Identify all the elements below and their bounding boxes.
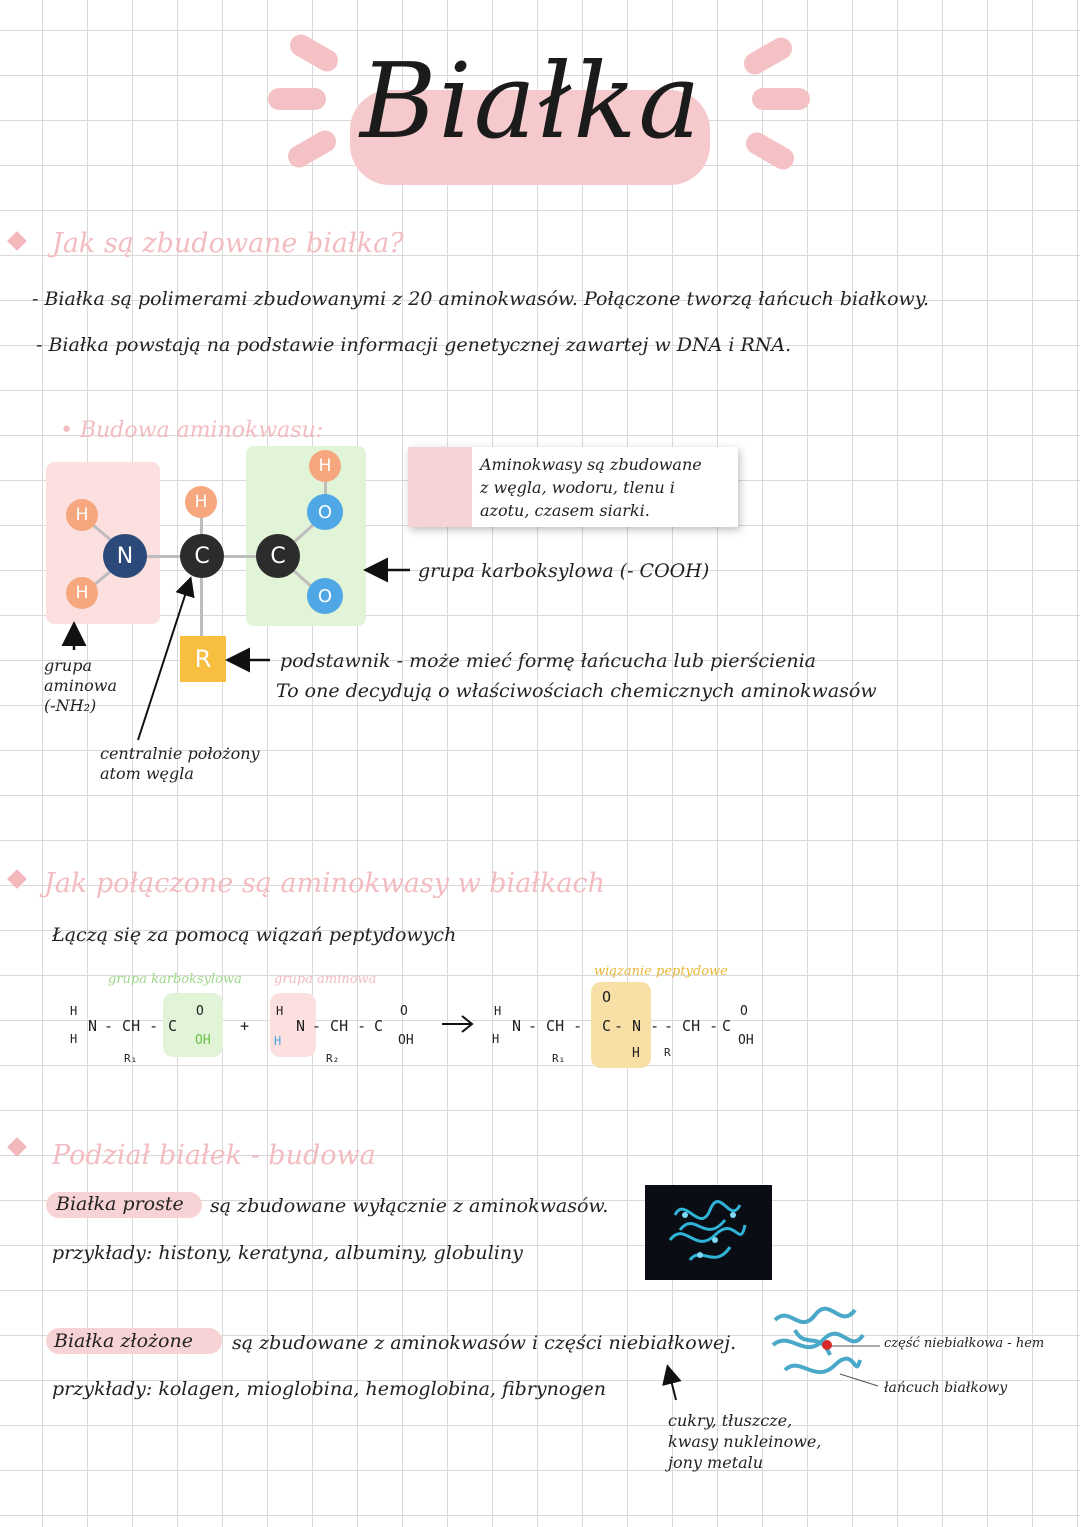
label-line: atom węgla bbox=[100, 764, 194, 783]
label-carboxyl-group: grupa karboksylowa (- COOH) bbox=[418, 560, 710, 582]
chem-h: H bbox=[70, 1032, 78, 1046]
text-complex-proteins: są zbudowane z aminokwasów i części niebiałkowej. bbox=[232, 1332, 737, 1354]
nonprotein-item: kwasy nukleinowe, bbox=[668, 1432, 822, 1451]
chem-n: N bbox=[512, 1017, 522, 1035]
chem-r2: R₂ bbox=[326, 1052, 340, 1065]
oxygen-atom: O bbox=[307, 494, 343, 530]
label-line: aminowa bbox=[44, 676, 117, 695]
label-amino-group bbox=[44, 656, 117, 716]
nonprotein-item: cukry, tłuszcze, bbox=[668, 1411, 793, 1430]
chem-c: C bbox=[722, 1017, 732, 1035]
chem-oh: OH bbox=[195, 1033, 211, 1048]
chem-r: R bbox=[664, 1046, 671, 1059]
chem-n: N bbox=[88, 1017, 98, 1035]
chem-o: O bbox=[602, 988, 612, 1006]
section-heading-bonding: Jak połączone są aminokwasy w białkach bbox=[44, 868, 606, 899]
section-heading-classification: Podział białek - budowa bbox=[52, 1140, 376, 1171]
central-carbon-atom: C bbox=[180, 534, 224, 578]
chem-ch: - CH - bbox=[664, 1017, 719, 1035]
chem-ch: - CH - bbox=[312, 1017, 367, 1035]
text-genetic-info: - Białka powstają na podstawie informacji genetycznej zawartej w DNA i RNA. bbox=[36, 334, 792, 356]
label-heme: część niebiałkowa - hem bbox=[884, 1336, 1045, 1351]
chem-c: C bbox=[374, 1017, 384, 1035]
oxygen-atom: O bbox=[307, 578, 343, 614]
hydrogen-atom: H bbox=[66, 499, 98, 531]
examples-simple-proteins: przykłady: histony, keratyna, albuminy, globuliny bbox=[52, 1242, 523, 1264]
label-line: grupa bbox=[44, 656, 92, 675]
note-line: Aminokwasy są zbudowane bbox=[480, 455, 702, 474]
chem-ch: - CH - bbox=[528, 1017, 583, 1035]
chem-oh: OH bbox=[738, 1033, 754, 1048]
arrow-central-carbon bbox=[138, 580, 190, 740]
note-line: z węgla, wodoru, tlenu i bbox=[480, 478, 675, 497]
term-simple-proteins: Białka proste bbox=[56, 1193, 184, 1215]
nitrogen-atom: N bbox=[103, 534, 147, 578]
chem-h: H bbox=[632, 1046, 640, 1061]
chem-c: C bbox=[602, 1017, 612, 1035]
hydrogen-atom: H bbox=[66, 577, 98, 609]
protein-ribbon-icon bbox=[645, 1185, 772, 1280]
nonprotein-item: jony metalu bbox=[668, 1453, 764, 1472]
chem-h: H bbox=[494, 1004, 502, 1018]
examples-complex-proteins: przykłady: kolagen, mioglobina, hemoglobina, fibrynogen bbox=[52, 1378, 606, 1400]
label-protein-chain: łańcuch białkowy bbox=[884, 1380, 1008, 1396]
chem-r1: R₁ bbox=[124, 1052, 138, 1065]
protein-ribbon-icon bbox=[765, 1300, 870, 1395]
chem-h: H bbox=[70, 1004, 78, 1018]
tag-amino: grupa aminowa bbox=[274, 972, 377, 987]
text-polymers: - Białka są polimerami zbudowanymi z 20 aminokwasów. Połączone tworzą łańcuch białkowy. bbox=[32, 288, 930, 310]
chem-h: H bbox=[274, 1034, 282, 1048]
chem-h: H bbox=[276, 1004, 284, 1018]
nonprotein-components bbox=[668, 1410, 821, 1473]
tag-peptide: wiązanie peptydowe bbox=[594, 964, 728, 979]
hemoglobin-structure-image bbox=[765, 1300, 870, 1395]
r-group-box: R bbox=[180, 636, 226, 682]
subheading-amino-structure: • Budowa aminokwasu: bbox=[60, 418, 324, 443]
chem-h: H bbox=[492, 1032, 500, 1046]
term-complex-proteins: Białka złożone bbox=[54, 1330, 193, 1352]
label-central-carbon bbox=[100, 744, 260, 784]
chem-o: O bbox=[400, 1004, 408, 1019]
chem-r1: R₁ bbox=[552, 1052, 566, 1065]
label-line: (-NH₂) bbox=[44, 696, 97, 715]
text-peptide-bonds: Łączą się za pomocą wiązań peptydowych bbox=[52, 924, 457, 946]
carboxyl-carbon-atom: C bbox=[256, 534, 300, 578]
chem-o: O bbox=[740, 1004, 748, 1019]
chem-ch: - CH - bbox=[104, 1017, 159, 1035]
chem-n: N bbox=[296, 1017, 306, 1035]
label-substituent: podstawnik - może mieć formę łańcucha lub pierścienia bbox=[280, 650, 816, 672]
chem-n: - N - bbox=[614, 1017, 660, 1035]
page-title: Białka bbox=[360, 40, 703, 162]
chem-o: O bbox=[196, 1004, 204, 1019]
text-simple-proteins: są zbudowane wyłącznie z aminokwasów. bbox=[210, 1195, 609, 1217]
label-line: centralnie położony bbox=[100, 744, 260, 763]
heme-dot bbox=[822, 1340, 832, 1350]
hydrogen-atom: H bbox=[185, 486, 217, 518]
tag-carboxyl: grupa karboksylowa bbox=[108, 972, 242, 987]
section-heading-structure: Jak są zbudowane białka? bbox=[52, 228, 404, 259]
protein-structure-image bbox=[645, 1185, 772, 1280]
arrow-nonprotein bbox=[668, 1368, 676, 1400]
chem-c: C bbox=[168, 1017, 178, 1035]
label-substituent-role: To one decydują o właściwościach chemicznych aminokwasów bbox=[276, 680, 877, 702]
hydrogen-atom: H bbox=[309, 450, 341, 482]
note-line: azotu, czasem siarki. bbox=[480, 501, 650, 520]
chem-plus: + bbox=[240, 1017, 250, 1035]
chem-oh: OH bbox=[398, 1033, 414, 1048]
